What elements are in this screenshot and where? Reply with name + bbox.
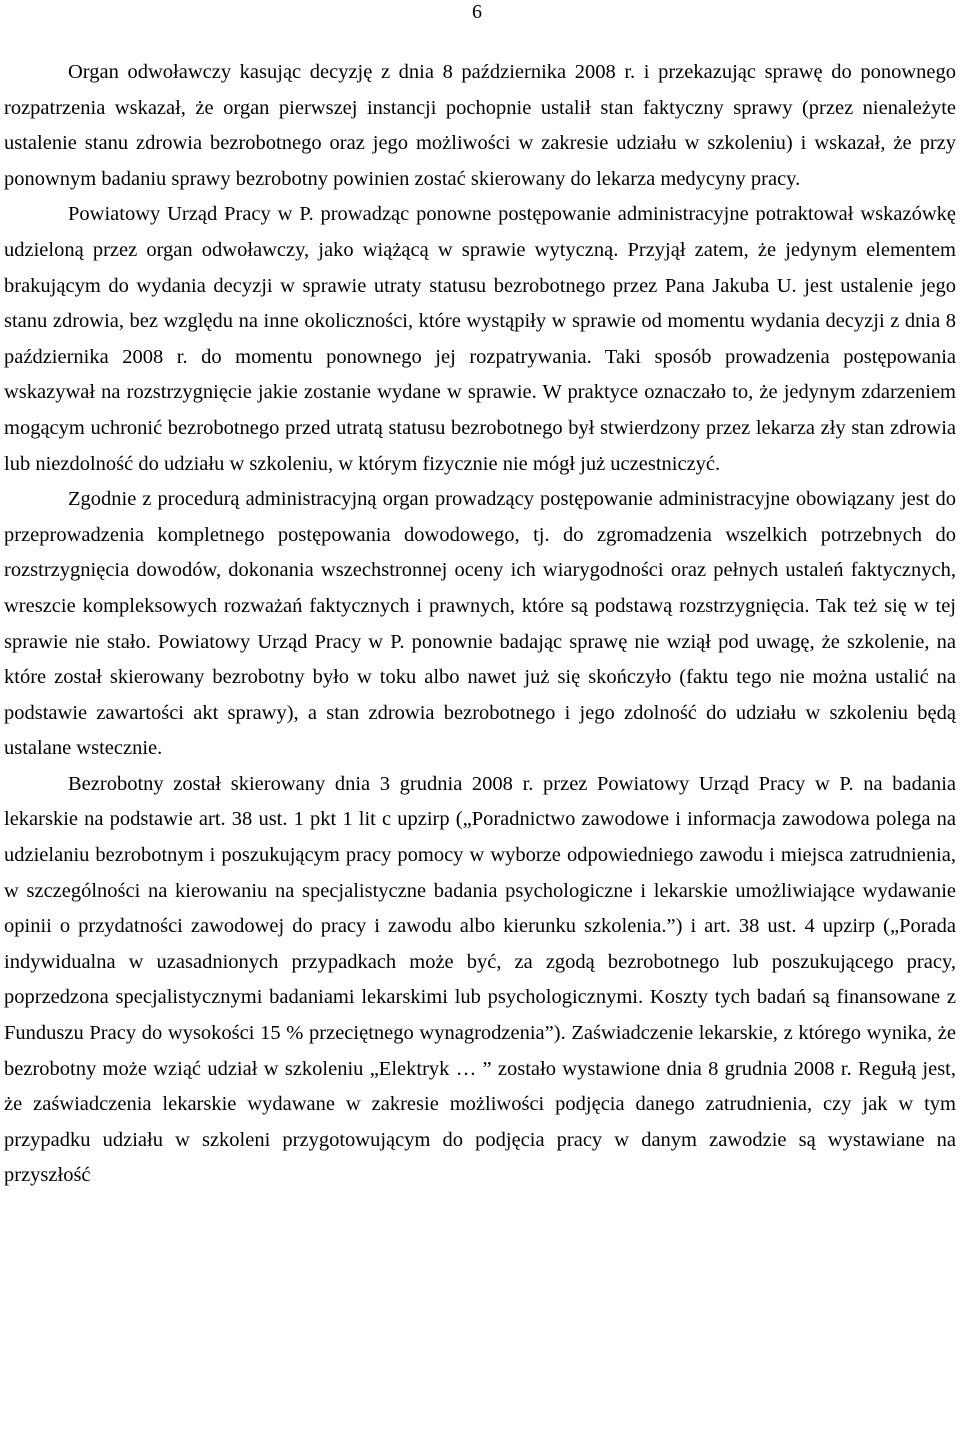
paragraph-1: Organ odwoławczy kasując decyzję z dnia 8 października 2008 r. i przekazując sprawę do ponownego rozpatrzenia wskazał, że organ pierwszej instancji pochopnie ustalił stan faktyczny sprawy (przez nienależyte ustalenie stanu zdrowia bezrobotnego oraz jego możliwości w zakresie udziału w szkoleniu) i wskazał, że przy ponownym badaniu sprawy bezrobotny powinien zostać skierowany do lekarza medycyny pracy. <box>4 61 956 190</box>
paragraph-2: Powiatowy Urząd Pracy w P. prowadząc ponowne postępowanie administracyjne potraktował wskazówkę udzieloną przez organ odwoławczy, jako wiążącą w sprawie wytyczną. Przyjął zatem, że jedynym elementem brakującym do wydania decyzji w sprawie utraty statusu bezrobotnego przez Pana Jakuba U. jest ustalenie jego stanu zdrowia, bez względu na inne okoliczności, które wystąpiły w sprawie od momentu wydania decyzji z dnia 8 października 2008 r. do momentu ponownego jej rozpatrywania. Taki sposób prowadzenia postępowania wskazywał na rozstrzygnięcie jakie zostanie wydane w sprawie. W praktyce oznaczało to, że jedynym zdarzeniem mogącym uchronić bezrobotnego przed utratą statusu bezrobotnego był stwierdzony przez lekarza zły stan zdrowia lub niezdolność do udziału w szkoleniu, w którym fizycznie nie mógł już uczestniczyć. <box>4 203 956 475</box>
document-body <box>4 55 956 1194</box>
page-number: 6 <box>472 1 482 23</box>
paragraph-4: Bezrobotny został skierowany dnia 3 grudnia 2008 r. przez Powiatowy Urząd Pracy w P. na badania lekarskie na podstawie art. 38 ust. 1 pkt 1 lit c upzirp („Poradnictwo zawodowe i informacja zawodowa polega na udzielaniu bezrobotnym i poszukującym pracy pomocy w wyborze odpowiedniego zawodu i miejsca zatrudnienia, w szczególności na kierowaniu na specjalistyczne badania psychologiczne i lekarskie umożliwiające wydawanie opinii o przydatności zawodowej do pracy i zawodu albo kierunku szkolenia.”) i art. 38 ust. 4 upzirp („Porada indywidualna w uzasadnionych przypadkach może być, za zgodą bezrobotnego lub poszukującego pracy, poprzedzona specjalistycznymi badaniami lekarskimi lub psychologicznymi. Koszty tych badań są finansowane z Funduszu Pracy do wysokości 15 % przeciętnego wynagrodzenia”). Zaświadczenie lekarskie, z którego wynika, że bezrobotny może wziąć udział w szkoleniu „Elektryk … ” zostało wystawione dnia 8 grudnia 2008 r. Regułą jest, że zaświadczenia lekarskie wydawane w zakresie możliwości podjęcia danego zatrudnienia, czy jak w tym przypadku udziału w szkoleni przygotowującym do podjęcia pracy w danym zawodzie są wystawiane na przyszłość <box>4 772 956 1187</box>
paragraph-3: Zgodnie z procedurą administracyjną organ prowadzący postępowanie administracyjne obowiązany jest do przeprowadzenia kompletnego postępowania dowodowego, tj. do zgromadzenia wszelkich potrzebnych do rozstrzygnięcia dowodów, dokonania wszechstronnej oceny ich wiarygodności oraz pełnych ustaleń faktycznych, wreszcie kompleksowych rozważań faktycznych i prawnych, które są podstawą rozstrzygnięcia. Tak też się w tej sprawie nie stało. Powiatowy Urząd Pracy w P. ponownie badając sprawę nie wziął pod uwagę, że szkolenie, na które został skierowany bezrobotny było w toku albo nawet już się skończyło (faktu tego nie można ustalić na podstawie zawartości akt sprawy), a stan zdrowia bezrobotnego i jego zdolność do udziału w szkoleniu będą ustalane wstecznie. <box>4 488 956 760</box>
